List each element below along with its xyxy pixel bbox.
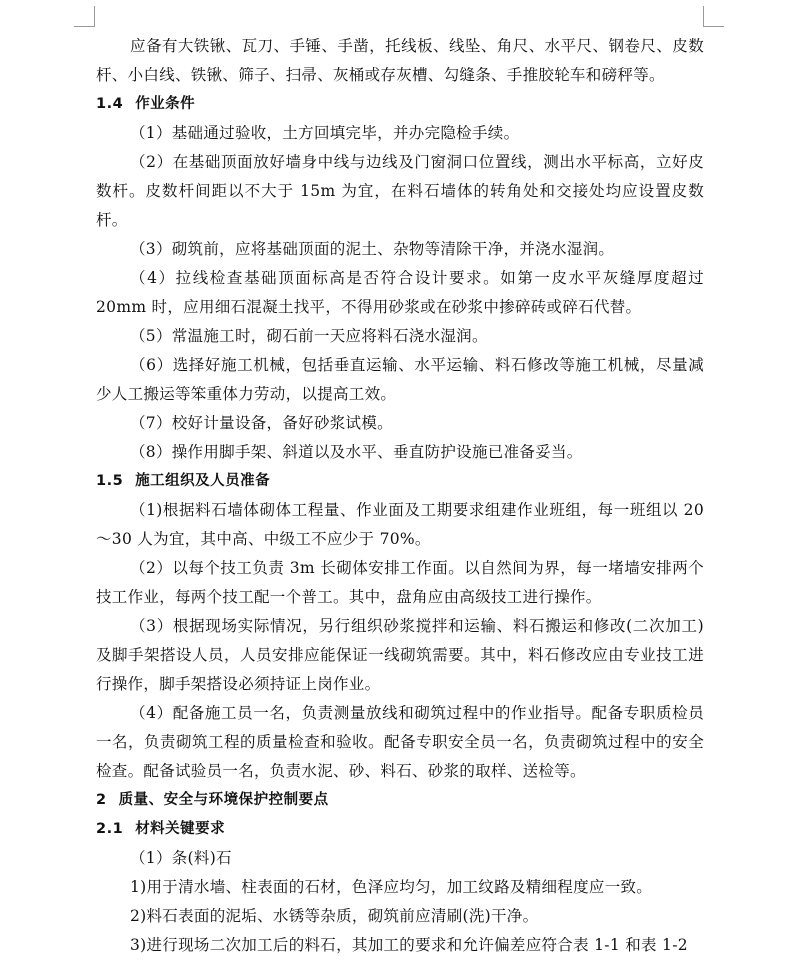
page-corner-mark-top-left xyxy=(74,6,95,27)
section-heading xyxy=(96,467,704,496)
list-item: （2）以每个技工负责 3m 长砌体安排工作面。以自然间为界，每一堵墙安排两个技工作业，每两个技工配一个普工。其中，盘角应由高级技工进行操作。 xyxy=(96,559,704,606)
paragraph: 应备有大铁锹、瓦刀、手锤、手凿，托线板、线坠、角尺、水平尺、钢卷尺、皮数杆、小白线、铁锹、筛子、扫帚、灰桶或存灰槽、勾缝条、手推胶轮车和磅秤等。 xyxy=(96,37,704,84)
section-title: 材料关键要求 xyxy=(135,821,226,837)
list-item: 1)用于清水墙、柱表面的石材，色泽应均匀，加工纹路及精细程度应一致。 xyxy=(130,878,653,896)
section-number: 2.1 xyxy=(96,821,124,837)
list-item: （5）常温施工时，砌石前一天应将料石浇水湿润。 xyxy=(130,327,488,345)
section-number: 1.5 xyxy=(96,473,124,489)
chapter-heading xyxy=(96,786,704,815)
list-item: 3)进行现场二次加工后的料石，其加工的要求和允许偏差应符合表 1-1 和表 1-2 xyxy=(130,936,688,954)
list-item: （1）基础通过验收，土方回填完毕，并办完隐检手续。 xyxy=(130,124,520,142)
section-heading xyxy=(96,90,704,119)
list-item: （7）校好计量设备，备好砂浆试模。 xyxy=(130,414,393,432)
section-title: 质量、安全与环境保护控制要点 xyxy=(118,792,329,808)
list-item: （6）选择好施工机械，包括垂直运输、水平运输、料石修改等施工机械，尽量减少人工搬运等笨重体力劳动，以提高工效。 xyxy=(96,356,704,403)
page-corner-mark-top-right xyxy=(703,6,724,27)
list-item: （1）条(料)石 xyxy=(130,849,232,867)
section-title: 施工组织及人员准备 xyxy=(135,473,271,489)
list-item: （3）根据现场实际情况，另行组织砂浆搅拌和运输、料石搬运和修改(二次加工)及脚手架搭设人员，人员安排应能保证一线砌筑需要。其中，料石修改应由专业技工进行操作，脚手架搭设必须持证上岗作业。 xyxy=(96,617,704,693)
list-item: （1)根据料石墙体砌体工程量、作业面及工期要求组建作业班组，每一班组以 20～30 人为宜，其中高、中级工不应少于 70%。 xyxy=(96,501,704,548)
section-number: 2 xyxy=(96,792,107,808)
section-number: 1.4 xyxy=(96,96,124,112)
list-item: （3）砌筑前，应将基础顶面的泥土、杂物等清除干净，并浇水湿润。 xyxy=(130,240,615,258)
list-item: （4）拉线检查基础顶面标高是否符合设计要求。如第一皮水平灰缝厚度超过 20mm 时，应用细石混凝土找平，不得用砂浆或在砂浆中掺碎砖或碎石代替。 xyxy=(96,269,704,316)
document-body xyxy=(96,32,704,960)
list-item: （4）配备施工员一名，负责测量放线和砌筑过程中的作业指导。配备专职质检员一名，负责砌筑工程的质量检查和验收。配备专职安全员一名，负责砌筑过程中的安全检查。配备试验员一名，负责水泥、砂、料石、砂浆的取样、送检等。 xyxy=(96,704,704,780)
list-item: 2)料石表面的泥垢、水锈等杂质，砌筑前应清刷(洗)干净。 xyxy=(130,907,539,925)
section-heading xyxy=(96,815,704,844)
list-item: （2）在基础顶面放好墙身中线与边线及门窗洞口位置线，测出水平标高，立好皮数杆。皮数杆间距以不大于 15m 为宜，在料石墙体的转角处和交接处均应设置皮数杆。 xyxy=(96,153,704,229)
list-item: （8）操作用脚手架、斜道以及水平、垂直防护设施已准备妥当。 xyxy=(130,443,583,461)
section-title: 作业条件 xyxy=(135,96,196,112)
